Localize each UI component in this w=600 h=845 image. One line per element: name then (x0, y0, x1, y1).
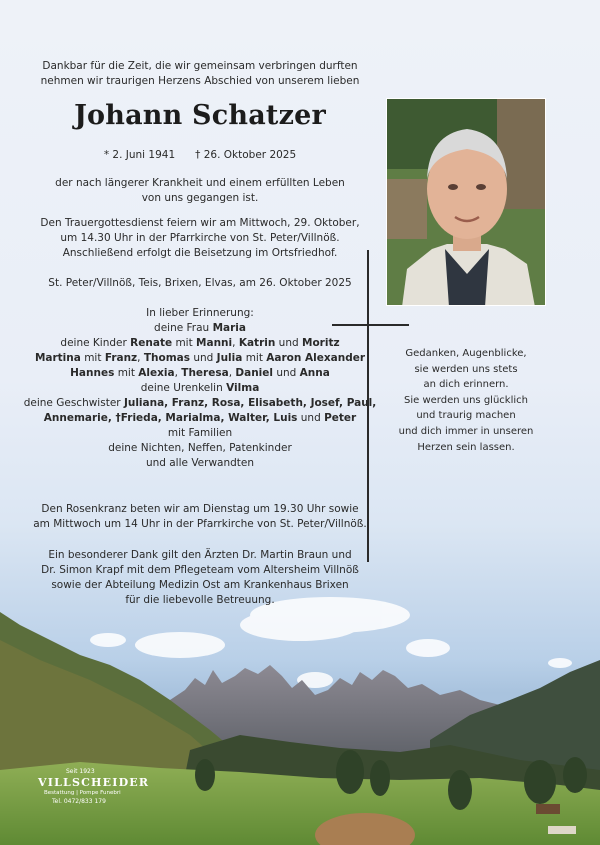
life-dates (20, 148, 380, 163)
rosary-info: Den Rosenkranz beten wir am Dienstag um 19.30 Uhr sowie am Mittwoch um 14 Uhr in der Pfarrkirche von St. Peter/Villnöß. (33, 503, 367, 530)
portrait-photo (386, 98, 546, 306)
illness-text: der nach längerer Krankheit und einem erfüllten Leben von uns gegangen ist. (55, 177, 345, 204)
clouds (90, 597, 572, 688)
death-date: † 26. Oktober 2025 (195, 149, 297, 161)
place-date: St. Peter/Villnöß, Teis, Brixen, Elvas, am 26. Oktober 2025 (48, 277, 352, 289)
thanks-text: Ein besonderer Dank gilt den Ärzten Dr. Martin Braun und Dr. Simon Krapf mit dem Pflegeteam vom Altersheim Villnöß sowie der Abteilung Medizin Ost am Krankenhaus Brixen für die liebevolle Betreuung. (41, 549, 359, 606)
poem-text: Gedanken, Augenblicke, sie werden uns stets an dich erinnern. Sie werden uns glücklich und traurig machen und dich immer in unseren Herzen sein lassen. (398, 348, 534, 453)
family-list: In lieber Erinnerung: deine Frau Maria deine Kinder Renate mit Manni, Katrin und Moritz Martina mit Franz, Thomas und Julia mit Aaron Alexander Hannes mit Alexia, Theresa, Daniel und Anna deine Urenkelin Vilma deine Geschwister Juliana, Franz, Rosa, Elisabeth, Josef, Paul, Annemarie, †Frieda, Marialma, Walter, Luis und Peter mit Familien deine Nichten, Neffen, Patenkinder und alle Verwandten (23, 307, 377, 469)
birth-date: * 2. Juni 1941 (103, 149, 176, 161)
deceased-name: Johann Schatzer (74, 100, 326, 131)
funeral-info: Den Trauergottesdienst feiern wir am Mittwoch, 29. Oktober, um 14.30 Uhr in der Pfarrkirche von St. Peter/Villnöß. Anschließend erfolgt die Beisetzung im Ortsfriedhof. (40, 217, 360, 259)
intro-text: Dankbar für die Zeit, die wir gemeinsam verbringen durften nehmen wir traurigen Herzens Abschied von unserem lieben (40, 60, 360, 87)
funeral-home-logo: Seit 1923 VILLSCHEIDER Bestattung | Pompe Funebri Tel. 0472/833 179 (38, 768, 150, 805)
